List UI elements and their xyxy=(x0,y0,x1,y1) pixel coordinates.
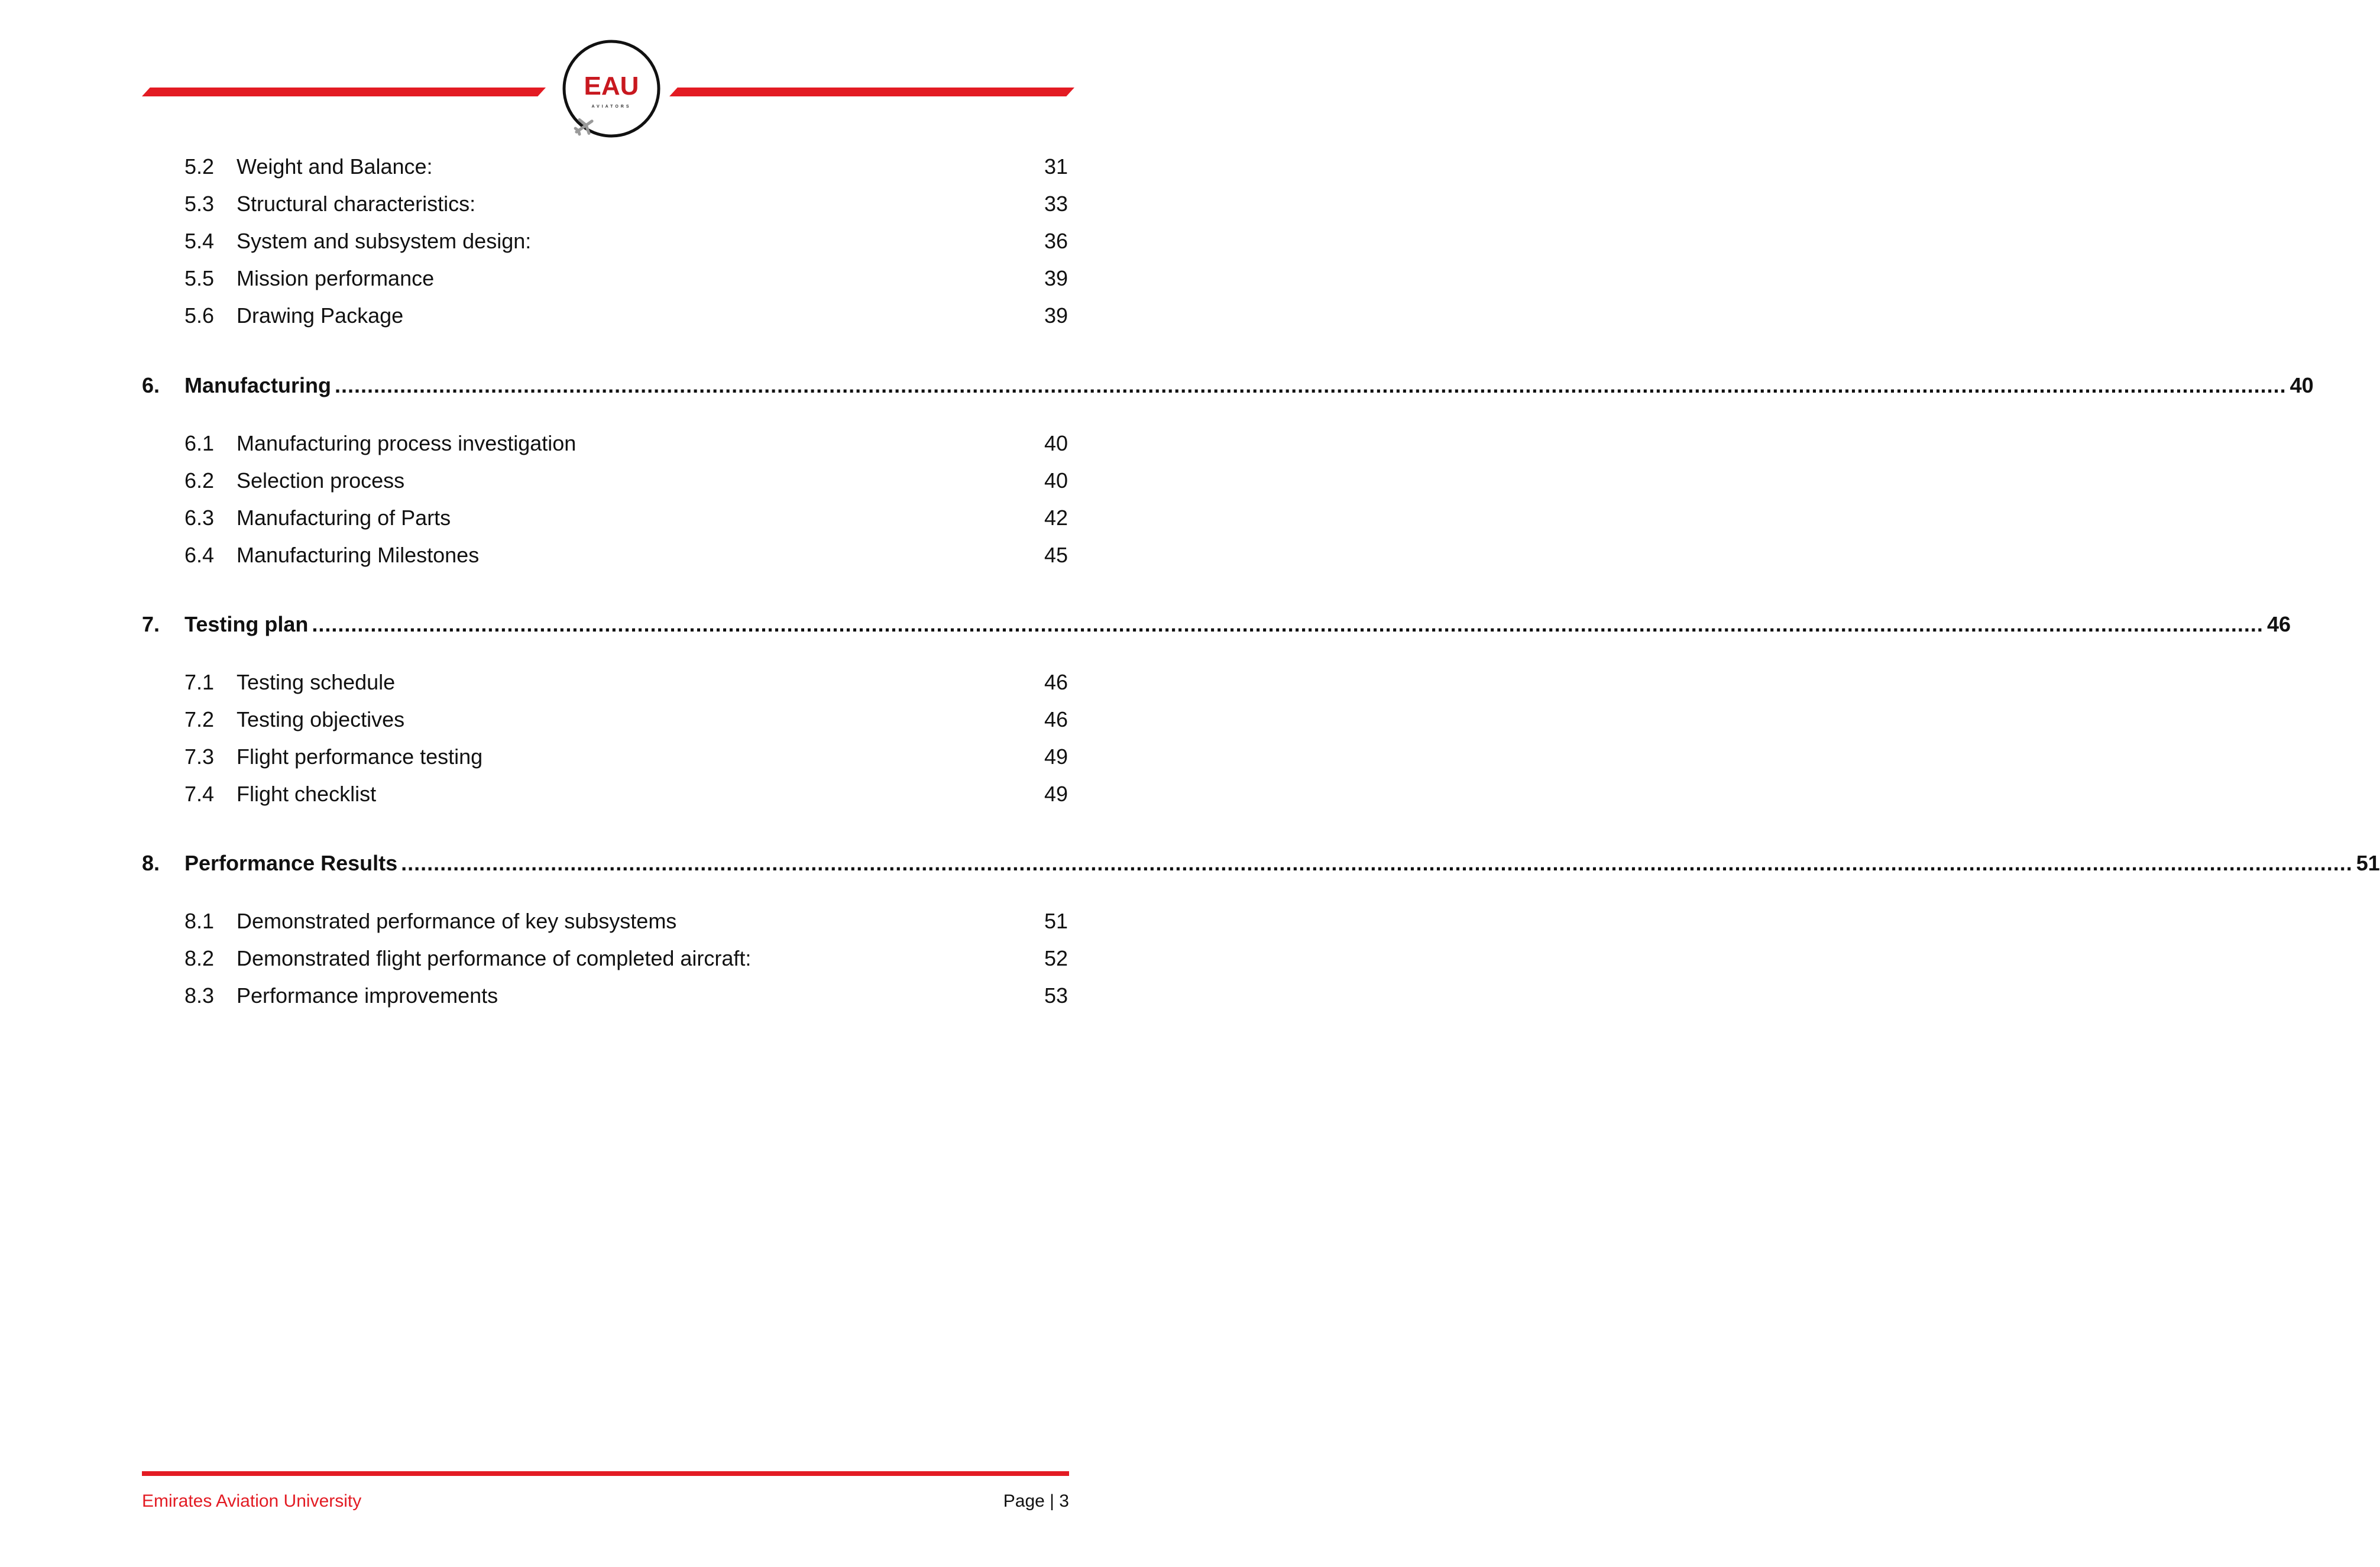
toc-entry-label: Demonstrated flight performance of completed aircraft: xyxy=(237,946,752,970)
toc-entry-page: 31 xyxy=(1044,154,1068,179)
toc-chapter[interactable] xyxy=(0,368,2314,403)
toc-entry[interactable] xyxy=(0,224,1211,259)
toc-entry-num: 8.1 xyxy=(184,909,215,933)
toc-entry-label: Testing schedule xyxy=(237,670,396,694)
toc-entry-num: 6.4 xyxy=(184,543,215,567)
toc-entry-label: Weight and Balance: xyxy=(237,154,433,179)
toc-entry[interactable] xyxy=(0,500,1211,536)
toc-leader-dots: ............................................................................................................................................................................................................................................................................................................ xyxy=(312,612,2264,636)
toc-entry-label: Structural characteristics: xyxy=(237,192,476,216)
toc-chapter-page: 46 xyxy=(2266,612,2291,636)
toc-entry-num: 7.1 xyxy=(184,670,215,694)
toc-entry-page: 39 xyxy=(1044,303,1068,328)
logo-text: EAU xyxy=(584,72,639,101)
footer-organization: Emirates Aviation University xyxy=(142,1491,362,1511)
toc-entry-num: 5.3 xyxy=(184,192,215,216)
toc-entry-label: Manufacturing of Parts xyxy=(237,506,451,530)
toc-entry-label: Selection process xyxy=(237,468,405,493)
toc-entry-num: 6.2 xyxy=(184,468,215,493)
toc-chapter-title: Performance Results xyxy=(184,851,398,875)
toc-entry-page: 33 xyxy=(1044,192,1068,216)
toc-chapter-page: 51 xyxy=(2356,851,2380,875)
toc-entry[interactable] xyxy=(0,426,1211,461)
toc-chapter-number: 6. xyxy=(142,373,160,397)
toc-entry-page: 53 xyxy=(1044,983,1068,1008)
toc-entry[interactable] xyxy=(0,186,1211,222)
toc-entry[interactable] xyxy=(0,665,1211,700)
logo-subtext: AVIATORS xyxy=(591,105,632,109)
toc-entry-page: 49 xyxy=(1044,744,1068,769)
toc-entry-num: 5.4 xyxy=(184,229,215,253)
toc-entry-label: Manufacturing Milestones xyxy=(237,543,480,567)
toc-entry-page: 46 xyxy=(1044,670,1068,694)
toc-chapter-page: 40 xyxy=(2290,373,2314,397)
toc-entry-label: Testing objectives xyxy=(237,707,405,731)
toc-entry-page: 36 xyxy=(1044,229,1068,253)
toc-entry-page: 42 xyxy=(1044,506,1068,530)
toc-entry-page: 51 xyxy=(1044,909,1068,933)
toc-entry-num: 7.3 xyxy=(184,744,215,769)
toc-entry-num: 8.2 xyxy=(184,946,215,970)
toc-entry-num: 5.6 xyxy=(184,303,215,328)
toc-chapter-title: Testing plan xyxy=(184,612,309,636)
footer-page-number: Page | 3 xyxy=(1003,1491,1069,1511)
toc-entry-label: Flight checklist xyxy=(237,782,377,806)
toc-chapter[interactable] xyxy=(0,846,2380,881)
toc-entry[interactable] xyxy=(0,702,1211,737)
toc-entry-page: 46 xyxy=(1044,707,1068,731)
toc-entry[interactable] xyxy=(0,298,1211,334)
toc-entry-num: 7.4 xyxy=(184,782,215,806)
toc-entry-num: 5.2 xyxy=(184,154,215,179)
toc-entry-label: System and subsystem design: xyxy=(237,229,532,253)
toc-chapter-number: 7. xyxy=(142,612,160,636)
toc-entry-page: 39 xyxy=(1044,266,1068,290)
toc-entry[interactable] xyxy=(0,739,1211,775)
toc-entry[interactable] xyxy=(0,904,1211,939)
toc-entry-num: 6.1 xyxy=(184,431,215,455)
toc-entry[interactable] xyxy=(0,941,1211,976)
toc-entry-label: Flight performance testing xyxy=(237,744,483,769)
toc-leader-dots: ............................................................................................................................................................................................................................................................................................................ xyxy=(401,851,2353,875)
toc-chapter-number: 8. xyxy=(142,851,160,875)
toc-entry-page: 45 xyxy=(1044,543,1068,567)
toc-entry[interactable] xyxy=(0,978,1211,1014)
toc-entry-page: 40 xyxy=(1044,431,1068,455)
footer-rule xyxy=(142,1471,1069,1476)
toc-chapter[interactable] xyxy=(0,607,2291,642)
toc-entry-page: 49 xyxy=(1044,782,1068,806)
toc-entry-num: 5.5 xyxy=(184,266,215,290)
toc-entry-label: Mission performance xyxy=(237,266,435,290)
toc-entry-num: 6.3 xyxy=(184,506,215,530)
toc-entry-label: Performance improvements xyxy=(237,983,498,1008)
toc-entry-page: 52 xyxy=(1044,946,1068,970)
toc-entry-label: Manufacturing process investigation xyxy=(237,431,577,455)
toc-entry-num: 7.2 xyxy=(184,707,215,731)
toc-entry[interactable] xyxy=(0,776,1211,812)
toc-entry[interactable] xyxy=(0,261,1211,296)
toc-leader-dots: ............................................................................................................................................................................................................................................................................................................ xyxy=(335,373,2287,397)
toc-chapter-title: Manufacturing xyxy=(184,373,331,397)
toc-entry[interactable] xyxy=(0,538,1211,573)
toc-entry[interactable] xyxy=(0,463,1211,498)
toc-entry-label: Demonstrated performance of key subsystems xyxy=(237,909,677,933)
toc-entry-num: 8.3 xyxy=(184,983,215,1008)
toc-entry[interactable] xyxy=(0,149,1211,184)
toc-entry-page: 40 xyxy=(1044,468,1068,493)
toc-entry-label: Drawing Package xyxy=(237,303,404,328)
